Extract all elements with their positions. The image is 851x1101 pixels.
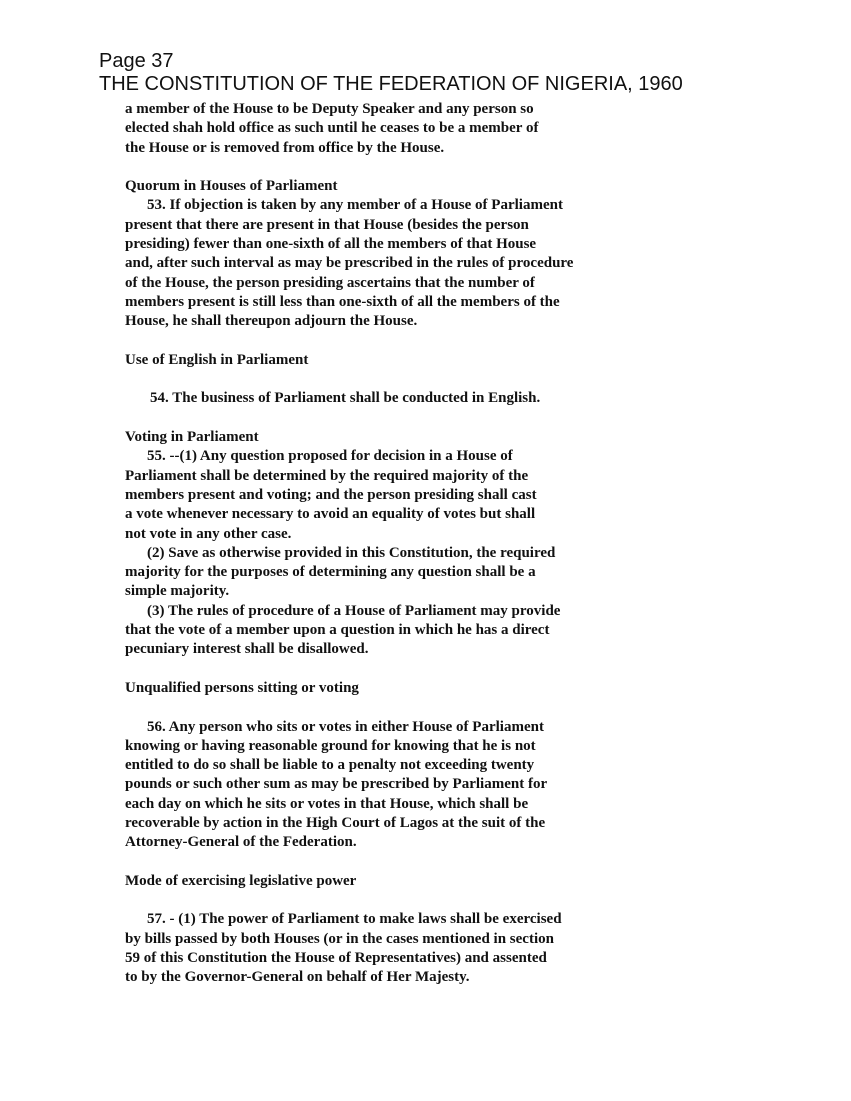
text-line: to by the Governor-General on behalf of Her Majesty. <box>125 969 470 986</box>
text-line: knowing or having reasonable ground for knowing that he is not <box>125 737 536 754</box>
text-line: a member of the House to be Deputy Speaker and any person so <box>125 101 534 117</box>
text-line: Attorney-General of the Federation. <box>125 834 357 851</box>
text-line: 53. If objection is taken by any member of a House of Parliament <box>147 197 563 214</box>
text-line: of the House, the person presiding ascertains that the number of <box>125 274 535 291</box>
section-heading: Unqualified persons sitting or voting <box>125 679 359 696</box>
page-header <box>99 50 683 96</box>
text-line: not vote in any other case. <box>125 525 292 542</box>
text-line: simple majority. <box>125 583 230 600</box>
text-line: elected shah hold office as such until he ceases to be a member of <box>125 120 539 137</box>
section-heading: Quorum in Houses of Parliament <box>125 178 338 195</box>
text-line: pecuniary interest shall be disallowed. <box>125 641 369 658</box>
text-line: the House or is removed from office by the House. <box>125 139 445 156</box>
text-line: recoverable by action in the High Court of Lagos at the suit of the <box>125 814 546 831</box>
text-line: (3) The rules of procedure of a House of Parliament may provide <box>147 602 561 619</box>
text-line: Parliament shall be determined by the required majority of the <box>125 467 529 484</box>
text-line: 56. Any person who sits or votes in either House of Parliament <box>147 718 544 735</box>
text-line: House, he shall thereupon adjourn the House. <box>125 313 418 330</box>
text-line: (2) Save as otherwise provided in this Constitution, the required <box>147 544 556 561</box>
text-line: members present and voting; and the person presiding shall cast <box>125 486 537 503</box>
section-57 <box>125 872 685 988</box>
text-line: majority for the purposes of determining any question shall be a <box>125 564 536 581</box>
text-line: 54. The business of Parliament shall be conducted in English. <box>150 390 541 407</box>
section-heading: Mode of exercising legislative power <box>125 872 357 889</box>
section-54 <box>125 351 685 409</box>
text-line: and, after such interval as may be prescribed in the rules of procedure <box>125 255 574 272</box>
text-line: by bills passed by both Houses (or in the cases mentioned in section <box>125 930 554 947</box>
text-line: each day on which he sits or votes in that House, which shall be <box>125 795 529 812</box>
document-title: THE CONSTITUTION OF THE FEDERATION OF NIGERIA, 1960 <box>99 73 683 95</box>
text-line: entitled to do so shall be liable to a penalty not exceeding twenty <box>125 757 535 774</box>
text-line: 59 of this Constitution the House of Representatives) and assented <box>125 950 547 967</box>
section-heading: Use of English in Parliament <box>125 351 309 368</box>
text-line: 57. - (1) The power of Parliament to make laws shall be exercised <box>147 911 562 928</box>
section-56 <box>125 679 685 853</box>
text-line: presiding) fewer than one-sixth of all the members of that House <box>125 236 537 253</box>
text-line: 55. --(1) Any question proposed for decision in a House of <box>147 448 513 465</box>
page-label: Page 37 <box>99 50 174 72</box>
text-line: pounds or such other sum as may be prescribed by Parliament for <box>125 776 548 793</box>
intro-paragraph <box>125 100 685 158</box>
text-line: that the vote of a member upon a question in which he has a direct <box>125 622 550 639</box>
text-line: members present is still less than one-sixth of all the members of the <box>125 293 560 310</box>
section-heading: Voting in Parliament <box>125 429 259 446</box>
section-53 <box>125 177 685 331</box>
document-body <box>125 100 685 988</box>
text-line: present that there are present in that House (besides the person <box>125 216 529 233</box>
text-line: a vote whenever necessary to avoid an equality of votes but shall <box>125 506 536 523</box>
section-55 <box>125 428 685 660</box>
